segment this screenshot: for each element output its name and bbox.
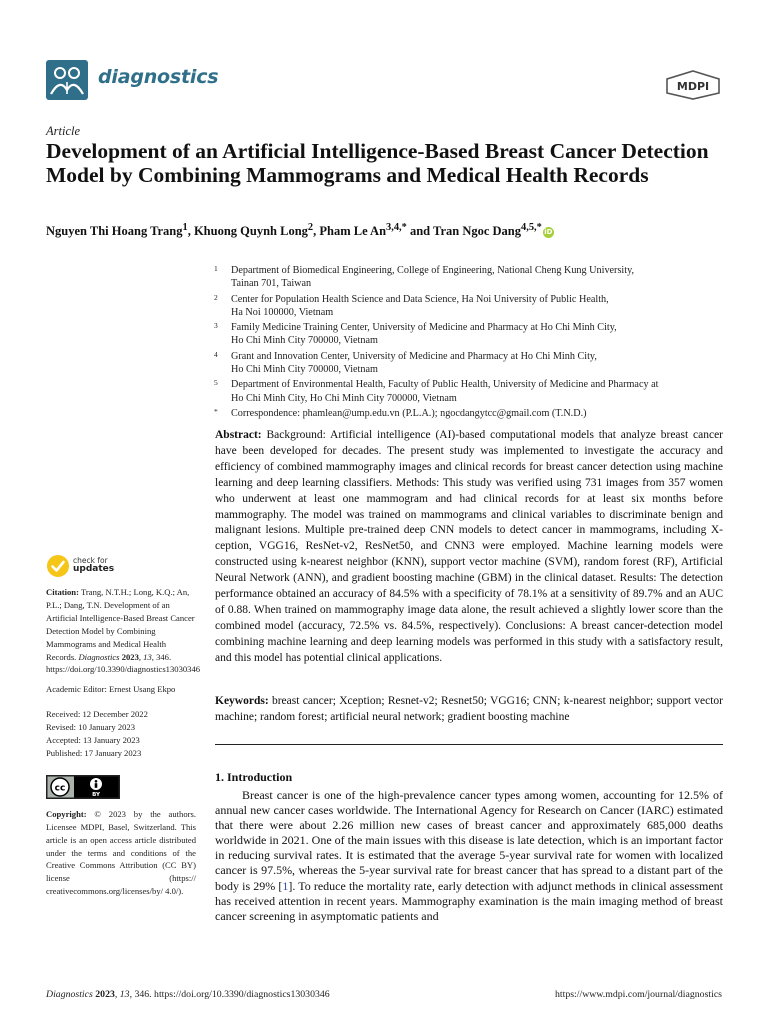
footer-citation: Diagnostics 2023, 13, 346. https://doi.org/10.3390/diagnostics13030346	[46, 989, 330, 1000]
affiliation-item: 2 Center for Population Health Science and Data Science, Ha Noi University of Public Health, Ha Noi 100000, Vietnam	[214, 292, 609, 318]
affiliation-item: 1 Department of Biomedical Engineering, College of Engineering, National Cheng Kung University, Tainan 701, Taiwan	[214, 264, 635, 290]
sidebar	[46, 554, 201, 903]
journal-name: diagnostics	[98, 66, 219, 88]
abstract	[215, 428, 723, 667]
diagnostics-logo-icon	[46, 60, 88, 100]
copyright: Copyright: © 2023 by the authors. Licensee MDPI, Basel, Switzerland. This article is an open access article distributed under the terms and conditions of the Creative Commons Attribution (CC BY) license (https:// creativecommons.org/licenses/by/ 4.0/).	[46, 808, 196, 897]
correspondence-item: * Correspondence: phamlean@ump.edu.vn (P.L.A.); ngocdangytcc@gmail.com (T.N.D.)	[214, 406, 587, 419]
check-updates-icon	[46, 554, 70, 578]
citation: Citation: Trang, N.T.H.; Long, K.Q.; An, P.L.; Dang, T.N. Development of an Artificial Intelligence-Based Breast Cancer Detection Model by Combining Mammograms and Medical Health Records. Diagnostics 2023, 13, 346. https://doi.org/10.3390/diagnostics13030346	[46, 587, 201, 675]
svg-text:BY: BY	[92, 791, 100, 798]
affiliation-item: 4 Grant and Innovation Center, University of Medicine and Pharmacy at Ho Chi Minh City, Ho Chi Minh City 700000, Vietnam	[214, 349, 597, 375]
author-list: Nguyen Thi Hoang Trang$^1$, Khuong Quynh Long$^2$, Pham Le $An^{3,4,*}$ and Tran Ngoc Dang$^{4,5,*}$ iD	[46, 222, 553, 239]
journal-header	[46, 56, 722, 106]
author-name[interactable]: Khuong Quynh Long	[193, 224, 308, 239]
author-name[interactable]: Nguyen Thi Hoang Trang	[46, 224, 183, 239]
author-name[interactable]: Pham Le An	[319, 224, 387, 239]
svg-text:cc: cc	[54, 783, 66, 794]
section-divider	[215, 744, 723, 745]
affiliation-list	[214, 264, 724, 422]
keywords-label: Keywords:	[215, 695, 269, 707]
author-name[interactable]: Tran Ngoc Dang	[433, 224, 522, 239]
mdpi-logo-icon	[664, 70, 722, 100]
svg-text:MDPI: MDPI	[676, 80, 710, 93]
introduction-text: Breast cancer is one of the high-prevalence cancer types among women, accounting for 12.5% of annual new cancer cases worldwide. The International Agency for Research on Cancer (IARC) estimated that there were about 2.26 million new cases of breast cancer and approximately 685,000 deaths worldwide in 2021. One of the main issues with this disease is late detection, which is an important factor in reducing survival rates. It is estimated that the average 5-year survival rate for women with localized cancer is 97.5%, whereas the 5-year survival rate for breast cancer that has spread to a distant part of the body is 29% [1]. To reduce the mortality rate, early detection with adjunct methods in clinical assessment has received attention in recent years. Mammography examination is the main imaging method of breast cancer screening in asymptomatic patients and	[215, 788, 724, 923]
affiliation-item: 5 Department of Environmental Health, Faculty of Public Health, University of Medicine and Pharmacy at Ho Chi Minh City, Ho Chi Minh City 700000, Vietnam	[214, 378, 659, 404]
keywords-text: breast cancer; Xception; Resnet-v2; Resnet50; VGG16; CNN; k-nearest neighbor; support vector machine; random forest; artificial neural network; gradient boosting machine	[215, 695, 723, 723]
abstract-text: Background: Artificial intelligence (AI)-based computational models that analyze breast cancer have been developed for decades. The present study was implemented to investigate the accuracy and efficiency of combined mammography images and clinical records for breast cancer detection using machine learning and deep learning classifiers. Methods: This study was verified using 731 images from 357 women who underwent at least one mammogram and had clinical records for at least six months before mammography. The model was trained on mammograms and clinical variables to discriminate benign and malignant lesions. Multiple pre-trained deep CNN models to detect cancer in mammograms, including X-ception, VGG16, ResNet-v2, ResNet50, and CNN3 were employed. Machine learning models were constructed using k-nearest neighbor (KNN), support vector machine (SVM), random forest (RF), Artificial Neural Network (ANN), and gradient boosting machine (GBM) in the clinical dataset. Results: The detection performance obtained an accuracy of 84.5% with a specificity of 78.1% at a sensitivity of 89.7% and an AUC of 0.88. When trained on mammography image data alone, the result achieved a slightly lower score than the combined model (accuracy, 72.5% vs. 84.5%, respectively). Conclusions: A breast cancer-detection model combining machine learning and deep learning models was performed in this study with a satisfactory result, and this model has potential clinical applications.	[215, 429, 724, 664]
affiliation-item: 3 Family Medicine Training Center, University of Medicine and Pharmacy at Ho Chi Minh City, Ho Chi Minh City 700000, Vietnam	[214, 321, 617, 347]
reference-link[interactable]: 1	[282, 878, 289, 893]
footer-url[interactable]: https://www.mdpi.com/journal/diagnostics	[555, 989, 722, 1000]
cc-by-license-icon[interactable]	[46, 775, 120, 799]
page-title: Development of an Artificial Intelligence-Based Breast Cancer Detection Model by Combining Mammograms and Medical Health Records	[46, 139, 709, 187]
academic-editor: Academic Editor: Ernest Usang Ekpo	[46, 684, 176, 695]
orcid-icon[interactable]: iD	[544, 228, 553, 237]
section-heading: 1. Introduction	[215, 770, 293, 784]
article-type: Article	[46, 124, 81, 138]
keywords	[215, 694, 723, 726]
abstract-label: Abstract:	[215, 429, 262, 441]
check-for-updates-button[interactable]: check for updates	[46, 554, 196, 580]
publication-dates: Received: 12 December 2022 Revised: 10 January 2023 Accepted: 13 January 2023 Published: 17 January 2023	[46, 709, 148, 758]
